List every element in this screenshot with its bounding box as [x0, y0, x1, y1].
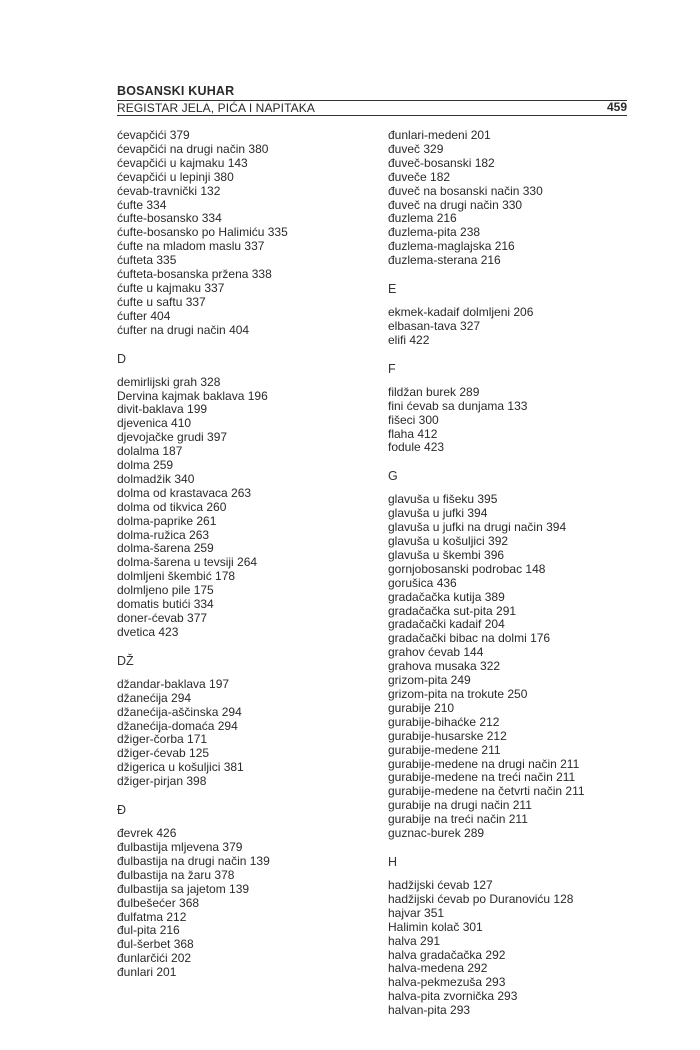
index-entry: đevrek 426: [117, 826, 177, 841]
index-entry: hajvar 351: [388, 905, 445, 920]
index-entry: dolma od krastavaca 263: [117, 485, 252, 500]
index-entry: fodule 423: [388, 440, 445, 455]
index-entry: đulfatma 212: [117, 909, 187, 924]
index-entry: djevenica 410: [117, 416, 192, 431]
index-entry: elbasan-tava 327: [388, 318, 481, 333]
index-entry: halva-pekmezuša 293: [388, 975, 506, 990]
index-entry: ćufte na mladom maslu 337: [117, 239, 265, 254]
index-entry: gurabije-medene na treći način 211: [388, 770, 576, 785]
index-entry: đuveč-bosanski 182: [388, 155, 495, 170]
index-entry: đunlarčići 202: [117, 951, 192, 966]
header-rule-bottom: [117, 115, 627, 116]
index-entry: gurabije na drugi način 211: [388, 798, 532, 813]
section-letter: Đ: [117, 803, 127, 818]
index-entry: fišeci 300: [388, 412, 439, 427]
index-group: [388, 362, 628, 456]
index-entry: glavuša u škembi 396: [388, 547, 505, 562]
index-entry: gurabije-medene na drugi način 211: [388, 756, 580, 771]
index-entry: glavuša u fišeku 395: [388, 492, 498, 507]
index-entry: džiger-ćevab 125: [117, 746, 210, 761]
index-entry: flaha 412: [388, 426, 438, 441]
index-entry: đulbastija sa jajetom 139: [117, 881, 250, 896]
index-entry: gradačačka kutija 389: [388, 589, 505, 604]
index-entry: gradačački kadaif 204: [388, 617, 505, 632]
index-group: [117, 654, 357, 789]
index-entry: halva gradačačka 292: [388, 947, 506, 962]
index-entry: dolma-ružica 263: [117, 527, 210, 542]
index-entry: džanećija-domaća 294: [117, 718, 238, 733]
index-entry: džigerica u košuljici 381: [117, 760, 244, 775]
index-entry: dolma-šarena 259: [117, 541, 214, 556]
index-entry: đulbastija na žaru 378: [117, 867, 235, 882]
index-entry: glavuša u jufki na drugi način 394: [388, 520, 567, 535]
index-entry: grizom-pita 249: [388, 673, 471, 688]
index-entry: ćufter 404: [117, 308, 171, 323]
index-entry: džiger-čorba 171: [117, 732, 208, 747]
index-entry: ćevapčići na drugi način 380: [117, 141, 269, 156]
index-entry: ekmek-kadaif dolmljeni 206: [388, 305, 534, 320]
index-entry: đul-šerbet 368: [117, 937, 194, 952]
index-column-right: [388, 129, 628, 1018]
index-entry: guznac-burek 289: [388, 826, 485, 841]
index-entry: đuveč na drugi način 330: [388, 197, 523, 212]
index-group: [117, 803, 357, 980]
index-entry: fildžan burek 289: [388, 384, 480, 399]
index-group: [388, 855, 628, 1018]
index-entry: halvan-pita 293: [388, 1003, 471, 1018]
index-entry: Dervina kajmak baklava 196: [117, 388, 268, 403]
index-entry: gurabije-husarske 212: [388, 728, 507, 743]
index-entry: đulbastija na drugi način 139: [117, 853, 270, 868]
index-entry: glavuša u jufki 394: [388, 506, 488, 521]
index-entry: demirlijski grah 328: [117, 374, 221, 389]
index-group: [388, 129, 628, 268]
index-entry: dolmadžik 340: [117, 471, 195, 486]
index-entry: halva-pita zvornička 293: [388, 989, 518, 1004]
page-number: 459: [606, 100, 627, 114]
section-letter: D: [117, 351, 127, 366]
index-entry: đuzlema-sterana 216: [388, 253, 501, 268]
index-entry: dolma-šarena u tevsiji 264: [117, 555, 258, 570]
index-entry: đuveč 329: [388, 141, 444, 156]
index-entry: ćevapčići u kajmaku 143: [117, 155, 248, 170]
index-entry: grahova musaka 322: [388, 659, 501, 674]
index-entry: džanećija-aščinska 294: [117, 704, 242, 719]
index-entry: ćufter na drugi način 404: [117, 322, 250, 337]
section-letter: H: [388, 854, 398, 869]
index-entry: hadžijski ćevab 127: [388, 877, 493, 892]
index-entry: halva 291: [388, 933, 441, 948]
index-entry: ćufte-bosansko po Halimiću 335: [117, 225, 288, 240]
index-entry: džiger-pirjan 398: [117, 774, 207, 789]
section-letter: E: [388, 282, 397, 297]
page-header: [117, 85, 627, 116]
index-entry: halva-medena 292: [388, 961, 488, 976]
index-entry: đuzlema 216: [388, 211, 457, 226]
index-entry: ćevapčići 379: [117, 128, 190, 142]
index-entry: dolmljeno pile 175: [117, 583, 214, 598]
index-entry: ćufte u saftu 337: [117, 294, 206, 309]
index-entry: dolalma 187: [117, 444, 183, 459]
index-entry: džandar-baklava 197: [117, 676, 230, 691]
index-entry: đuveče 182: [388, 169, 451, 184]
index-entry: gradačački bibac na dolmi 176: [388, 631, 551, 646]
index-entry: ćufteta-bosanska pržena 338: [117, 267, 272, 282]
index-column-left: [117, 129, 357, 980]
index-entry: gurabije-medene na četvrti način 211: [388, 784, 585, 799]
index-entry: đuzlema-pita 238: [388, 225, 481, 240]
index-entry: doner-ćevab 377: [117, 611, 208, 625]
index-entry: dolma 259: [117, 458, 174, 473]
index-entry: ćevapčići u lepinji 380: [117, 169, 234, 184]
index-entry: ćufteta 335: [117, 253, 177, 268]
index-group: [388, 469, 628, 841]
index-entry: đuveč na bosanski način 330: [388, 183, 543, 198]
index-entry: divit-baklava 199: [117, 402, 208, 417]
index-group: [388, 282, 628, 348]
index-entry: gorušica 436: [388, 575, 457, 590]
index-entry: dolma od tikvica 260: [117, 499, 227, 514]
index-entry: grizom-pita na trokute 250: [388, 687, 528, 701]
index-entry: đunlari-medeni 201: [388, 128, 491, 142]
index-entry: grahov ćevab 144: [388, 645, 484, 660]
index-entry: glavuša u košuljici 392: [388, 534, 509, 549]
index-entry: elifi 422: [388, 332, 430, 347]
index-entry: đunlari 201: [117, 965, 177, 980]
section-title: REGISTAR JELA, PIĆA I NAPITAKA: [117, 101, 315, 115]
index-entry: dvetica 423: [117, 624, 179, 639]
index-entry: đuzlema-maglajska 216: [388, 239, 515, 254]
index-entry: ćufte u kajmaku 337: [117, 280, 225, 295]
index-entry: dolma-paprike 261: [117, 513, 217, 528]
index-entry: fini ćevab sa dunjama 133: [388, 398, 528, 413]
index-entry: ćufte-bosansko 334: [117, 211, 222, 226]
index-entry: gurabije na treći način 211: [388, 812, 528, 827]
index-entry: hadžijski ćevab po Duranoviću 128: [388, 891, 574, 906]
index-entry: domatis butići 334: [117, 597, 214, 612]
index-entry: gradačačka sut-pita 291: [388, 603, 517, 618]
section-letter: G: [388, 469, 398, 484]
index-group: [117, 352, 357, 640]
index-entry: gurabije 210: [388, 700, 455, 715]
index-entry: dolmljeni škembić 178: [117, 569, 236, 584]
index-entry: đulbastija mljevena 379: [117, 839, 243, 854]
index-entry: gornjobosanski podrobac 148: [388, 561, 546, 576]
index-entry: ćevab-travnički 132: [117, 183, 221, 198]
index-group: [117, 129, 357, 338]
index-entry: Halimin kolač 301: [388, 919, 483, 934]
section-letter: DŽ: [117, 653, 134, 668]
index-entry: ćufte 334: [117, 197, 167, 212]
section-letter: F: [388, 361, 396, 376]
index-entry: džanećija 294: [117, 690, 192, 705]
index-entry: gurabije-medene 211: [388, 742, 501, 757]
book-title: BOSANSKI KUHAR: [117, 84, 235, 98]
index-entry: đul-pita 216: [117, 923, 180, 938]
index-entry: đulbešećer 368: [117, 895, 200, 910]
index-entry: gurabije-bihaćke 212: [388, 714, 500, 729]
index-entry: djevojačke grudi 397: [117, 430, 228, 445]
